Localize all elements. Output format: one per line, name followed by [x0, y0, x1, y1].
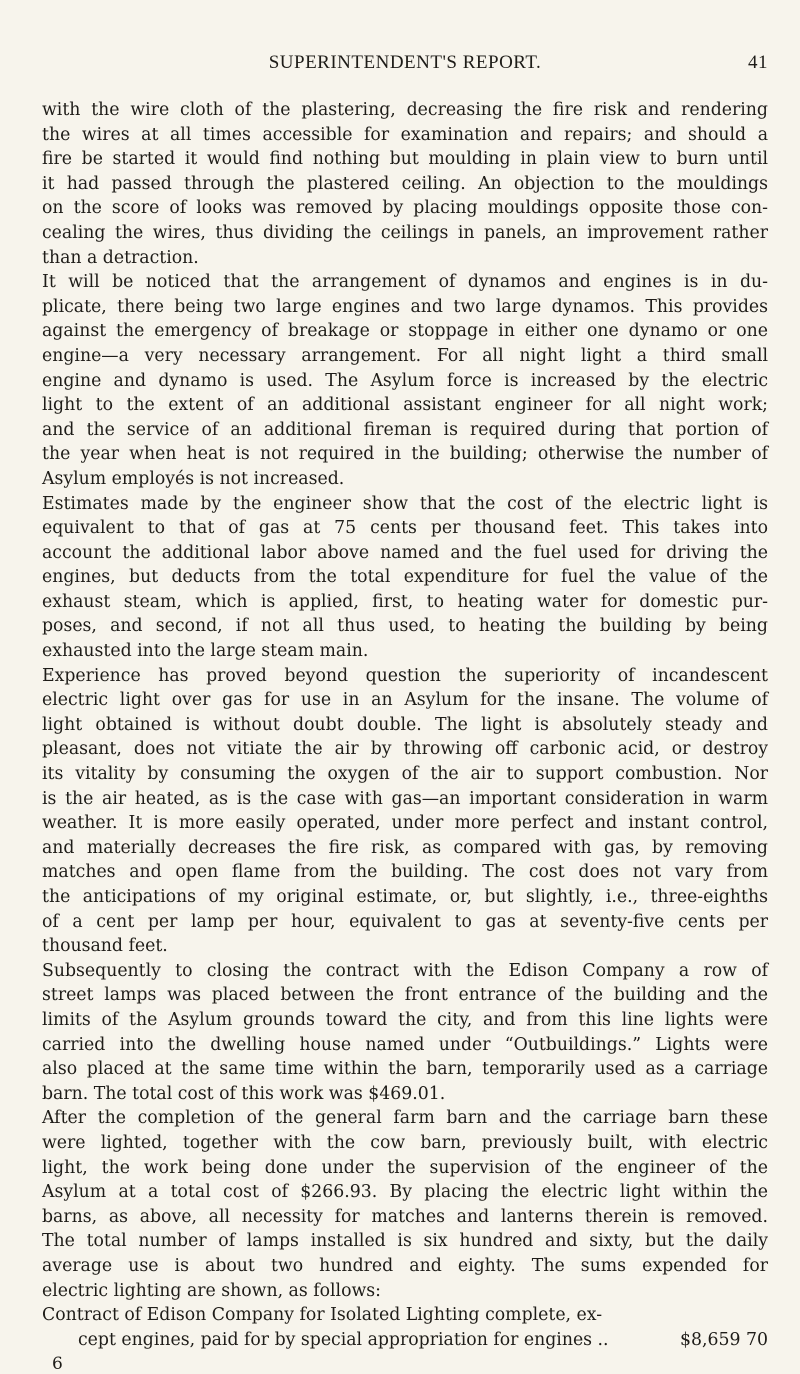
- paragraph: [42, 664, 768, 959]
- expense-description-line-1: Contract of Edison Company for Isolated Lighting complete, ex-: [42, 1305, 603, 1326]
- running-title: SUPERINTENDENT'S REPORT.: [268, 52, 542, 73]
- text-line: light obtained is without doubt double. The light is absolutely steady and: [42, 714, 768, 735]
- text-line: Estimates made by the engineer show that the cost of the electric light is: [42, 493, 768, 514]
- text-line: Asylum employés is not increased.: [42, 468, 345, 489]
- paragraph: [42, 492, 768, 664]
- paragraph: [42, 98, 768, 270]
- paragraph: [42, 1106, 768, 1303]
- text-line: it had passed through the plastered ceiling. An objection to the mouldings: [42, 173, 768, 194]
- document-page: [42, 52, 768, 1374]
- text-line: plicate, there being two large engines and two large dynamos. This provides: [42, 296, 768, 317]
- text-line: limits of the Asylum grounds toward the city, and from this line lights were: [42, 1009, 768, 1030]
- paragraph: [42, 959, 768, 1107]
- page-header: [42, 52, 768, 82]
- text-line: and materially decreases the fire risk, as compared with gas, by removing: [42, 837, 768, 858]
- text-line: barn. The total cost of this work was $469.01.: [42, 1083, 446, 1104]
- text-line: account the additional labor above named and the fuel used for driving the: [42, 542, 768, 563]
- expense-table: [42, 1303, 768, 1352]
- text-line: the year when heat is not required in the building; otherwise the number of: [42, 444, 768, 465]
- text-line: weather. It is more easily operated, under more perfect and instant control,: [42, 813, 768, 834]
- text-line: Asylum at a total cost of $266.93. By placing the electric light within the: [42, 1182, 768, 1203]
- text-line: exhausted into the large steam main.: [42, 641, 369, 662]
- text-line: poses, and second, if not all thus used, to heating the building by being: [42, 616, 768, 637]
- text-line: on the score of looks was removed by placing mouldings opposite those con-: [42, 198, 768, 219]
- text-line: light, the work being done under the supervision of the engineer of the: [42, 1157, 768, 1178]
- page-number: 41: [748, 52, 768, 73]
- text-line: exhaust steam, which is applied, first, to heating water for domestic pur-: [42, 591, 768, 612]
- text-line: pleasant, does not vitiate the air by throwing off carbonic acid, or destroy: [42, 739, 768, 760]
- text-line: average use is about two hundred and eighty. The sums expended for: [42, 1255, 768, 1276]
- expense-description-line-2: cept engines, paid for by special appropriation for engines ..: [78, 1329, 609, 1350]
- text-line: It will be noticed that the arrangement of dynamos and engines is in du-: [42, 272, 768, 293]
- report-body: [42, 98, 768, 1303]
- text-line: the wires at all times accessible for examination and repairs; and should a: [42, 124, 768, 145]
- text-line: matches and open flame from the building. The cost does not vary from: [42, 862, 768, 883]
- text-line: barns, as above, all necessity for matches and lanterns therein is removed.: [42, 1206, 768, 1227]
- text-line: carried into the dwelling house named under “Outbuildings.” Lights were: [42, 1034, 768, 1055]
- expense-amount: $8,659 70: [680, 1329, 768, 1350]
- text-line: The total number of lamps installed is six hundred and sixty, but the daily: [42, 1231, 768, 1252]
- text-line: engine and dynamo is used. The Asylum force is increased by the electric: [42, 370, 768, 391]
- text-line: street lamps was placed between the front entrance of the building and the: [42, 985, 768, 1006]
- text-line: fire be started it would find nothing but moulding in plain view to burn until: [42, 149, 768, 170]
- text-line: cealing the wires, thus dividing the ceilings in panels, an improvement rather: [42, 222, 768, 243]
- text-line: thousand feet.: [42, 936, 168, 957]
- text-line: engine—a very necessary arrangement. For all night light a third small: [42, 345, 768, 366]
- signature-mark: 6: [52, 1354, 63, 1374]
- text-line: Subsequently to closing the contract with the Edison Company a row of: [42, 960, 768, 981]
- text-line: is the air heated, as is the case with gas—an important consideration in warm: [42, 788, 768, 809]
- text-line: than a detraction.: [42, 247, 199, 268]
- text-line: light to the extent of an additional assistant engineer for all night work;: [42, 395, 768, 416]
- text-line: its vitality by consuming the oxygen of the air to support combustion. Nor: [42, 764, 768, 785]
- text-line: the anticipations of my original estimate, or, but slightly, i.e., three-eighths: [42, 887, 768, 907]
- text-line: with the wire cloth of the plastering, decreasing the fire risk and rendering: [42, 100, 768, 120]
- text-line: engines, but deducts from the total expenditure for fuel the value of the: [42, 567, 768, 588]
- text-line: After the completion of the general farm barn and the carriage barn these: [42, 1108, 768, 1129]
- text-line: were lighted, together with the cow barn, previously built, with electric: [42, 1132, 768, 1153]
- text-line: of a cent per lamp per hour, equivalent to gas at seventy-five cents per: [42, 911, 768, 932]
- text-line: also placed at the same time within the barn, temporarily used as a carriage: [42, 1059, 768, 1080]
- text-line: Experience has proved beyond question the superiority of incandescent: [42, 665, 768, 686]
- text-line: electric light over gas for use in an Asylum for the insane. The volume of: [42, 690, 768, 711]
- text-line: against the emergency of breakage or stoppage in either one dynamo or one: [42, 321, 768, 342]
- text-line: electric lighting are shown, as follows:: [42, 1280, 381, 1301]
- expense-row: [42, 1303, 768, 1352]
- text-line: and the service of an additional fireman is required during that portion of: [42, 419, 768, 440]
- text-line: equivalent to that of gas at 75 cents per thousand feet. This takes into: [42, 518, 768, 539]
- paragraph: [42, 270, 768, 491]
